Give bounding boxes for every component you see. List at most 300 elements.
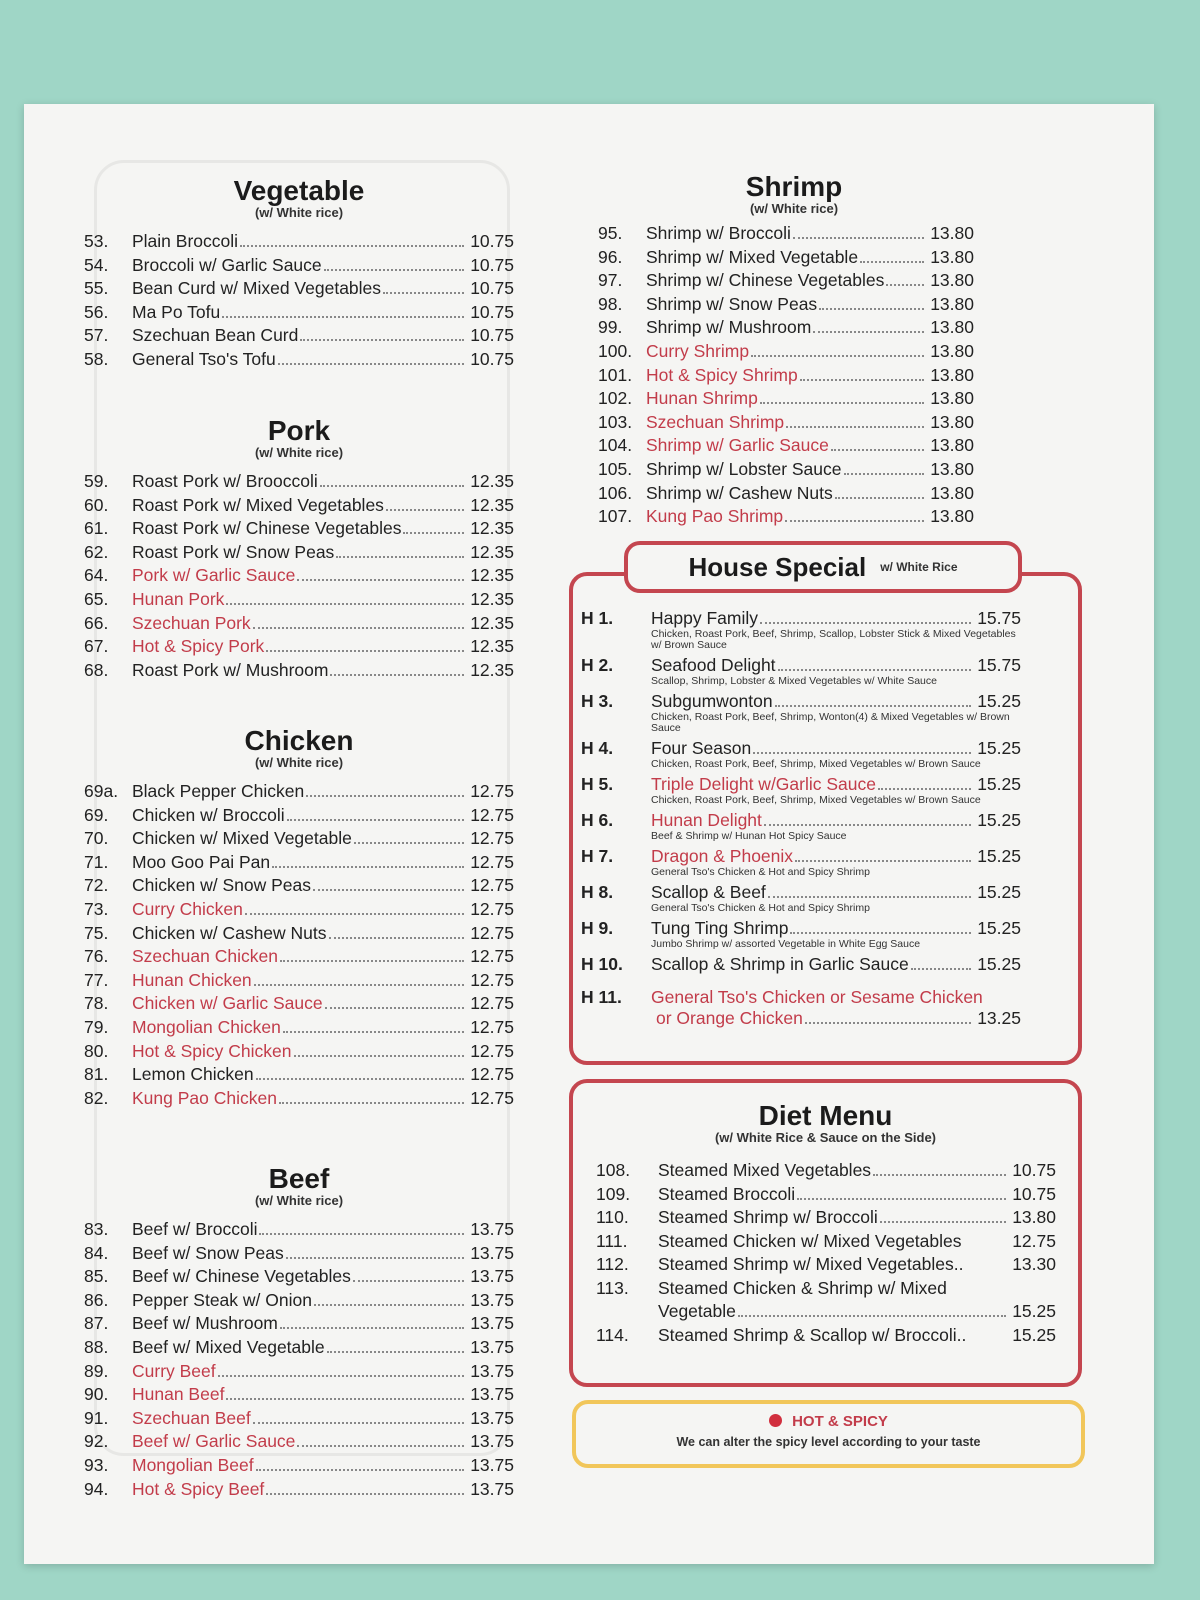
diet-item-price: 13.30 xyxy=(1012,1254,1056,1274)
menu-item xyxy=(84,969,514,993)
house-item-price: 15.25 xyxy=(977,918,1021,938)
menu-item-number: 83. xyxy=(84,1219,109,1239)
house-item-price: 15.25 xyxy=(977,954,1021,974)
diet-item-113 xyxy=(596,1277,1056,1301)
leader-dots xyxy=(403,532,464,534)
menu-item xyxy=(84,301,514,325)
beef-section xyxy=(84,1164,514,1501)
house-item-num: H 9. xyxy=(581,918,614,938)
leader-dots xyxy=(266,650,464,652)
leader-dots xyxy=(253,627,464,629)
menu-item-price: 12.75 xyxy=(470,1087,514,1108)
menu-item-price: 13.80 xyxy=(930,482,974,503)
menu-sheet xyxy=(24,104,1154,1564)
menu-item-name: Hunan Pork xyxy=(132,588,225,609)
menu-item-name: Chicken w/ Garlic Sauce xyxy=(132,993,323,1014)
menu-item-name: Roast Pork w/ Snow Peas xyxy=(132,541,335,562)
menu-item-number: 105. xyxy=(598,458,633,479)
house-item xyxy=(581,882,1021,903)
menu-item-price: 13.75 xyxy=(470,1242,514,1263)
menu-item-number: 79. xyxy=(84,1016,109,1037)
leader-dots xyxy=(324,269,464,271)
menu-item xyxy=(84,517,514,541)
menu-item xyxy=(84,922,514,946)
menu-item-price: 12.35 xyxy=(470,636,514,657)
leader-dots xyxy=(831,449,924,451)
diet-item-price: 15.25 xyxy=(1012,1301,1056,1321)
menu-item-price: 12.35 xyxy=(470,612,514,633)
menu-item-number: 97. xyxy=(598,270,623,291)
diet-item-113-cont xyxy=(596,1300,1056,1324)
house-item-description: Chicken, Roast Pork, Beef, Shrimp, Mixed Vegetables w/ Brown Sauce xyxy=(651,758,981,770)
leader-dots xyxy=(383,292,464,294)
menu-item-price: 12.35 xyxy=(470,588,514,609)
menu-item-price: 13.80 xyxy=(930,388,974,409)
menu-item-price: 13.75 xyxy=(470,1431,514,1452)
diet-item-num: 114. xyxy=(596,1324,629,1345)
house-item-price: 15.25 xyxy=(977,738,1021,758)
menu-item xyxy=(84,588,514,612)
menu-item-price: 13.75 xyxy=(470,1384,514,1405)
leader-dots xyxy=(797,1198,1006,1200)
menu-item-price: 12.35 xyxy=(470,541,514,562)
menu-item-name: Kung Pao Shrimp xyxy=(646,506,784,527)
house-item-price: 13.25 xyxy=(977,1008,1021,1028)
menu-item xyxy=(84,1430,514,1454)
vegetable-section xyxy=(84,176,514,372)
menu-item-name: Moo Goo Pai Pan xyxy=(132,851,271,872)
menu-item-number: 59. xyxy=(84,471,109,491)
leader-dots xyxy=(329,937,464,939)
menu-item-number: 56. xyxy=(84,301,109,322)
menu-item-name: Ma Po Tofu xyxy=(132,301,221,322)
house-item-description: General Tso's Chicken & Hot and Spicy Shrimp xyxy=(651,866,870,878)
menu-item xyxy=(84,1478,514,1502)
leader-dots xyxy=(738,1315,1006,1317)
house-item-name: Scallop & Shrimp in Garlic Sauce xyxy=(651,954,909,974)
menu-item-number: 96. xyxy=(598,246,623,267)
menu-item-name: Chicken w/ Cashew Nuts xyxy=(132,922,327,943)
menu-item-name: Roast Pork w/ Chinese Vegetables xyxy=(132,518,402,539)
menu-item xyxy=(84,804,514,828)
leader-dots xyxy=(256,1078,464,1080)
menu-item xyxy=(84,1218,514,1242)
menu-item-name: Curry Shrimp xyxy=(646,340,750,361)
diet-item-114 xyxy=(596,1324,1056,1348)
menu-item-number: 101. xyxy=(598,364,633,385)
menu-item-name: Hot & Spicy Pork xyxy=(132,636,265,657)
menu-item-number: 53. xyxy=(84,231,109,251)
menu-item-name: Beef w/ Mushroom xyxy=(132,1313,278,1334)
menu-item-number: 73. xyxy=(84,898,109,919)
menu-item-name: Kung Pao Chicken xyxy=(132,1087,277,1108)
menu-item-price: 12.75 xyxy=(470,781,514,801)
house-item-price: 15.25 xyxy=(977,846,1021,866)
menu-item xyxy=(84,612,514,636)
diet-list xyxy=(596,1159,1056,1347)
shrimp-title: Shrimp xyxy=(745,171,843,202)
leader-dots xyxy=(878,788,971,790)
house-item-name: Triple Delight w/Garlic Sauce xyxy=(651,774,876,794)
menu-item-number: 85. xyxy=(84,1266,109,1287)
leader-dots xyxy=(386,509,464,511)
house-item-num: H 1. xyxy=(581,608,614,628)
menu-item xyxy=(84,1016,514,1040)
menu-item-number: 60. xyxy=(84,494,109,515)
menu-item-price: 12.75 xyxy=(470,828,514,849)
menu-item-price: 12.35 xyxy=(470,494,514,515)
menu-item-number: 81. xyxy=(84,1064,109,1085)
house-item-description: Jumbo Shrimp w/ assorted Vegetable in White Egg Sauce xyxy=(651,938,921,950)
house-item-price: 15.25 xyxy=(977,774,1021,794)
menu-item xyxy=(84,1312,514,1336)
menu-item-number: 86. xyxy=(84,1289,109,1310)
leader-dots xyxy=(778,669,971,671)
house-special-subtitle: w/ White Rice xyxy=(880,560,958,574)
house-item-num: H 11. xyxy=(581,987,622,1007)
menu-item-name: Shrimp w/ Snow Peas xyxy=(646,293,818,314)
menu-item-name: Szechuan Pork xyxy=(132,612,251,633)
menu-item-price: 12.75 xyxy=(470,946,514,967)
menu-item xyxy=(84,1242,514,1266)
diet-item xyxy=(596,1159,1056,1183)
menu-item-name: Black Pepper Chicken xyxy=(132,781,305,801)
menu-item-number: 95. xyxy=(598,223,623,243)
house-item-name: Happy Family xyxy=(651,608,758,628)
leader-dots xyxy=(245,913,464,915)
leader-dots xyxy=(860,261,924,263)
menu-item-name: Szechuan Shrimp xyxy=(646,411,785,432)
leader-dots xyxy=(279,1102,464,1104)
menu-item-number: 72. xyxy=(84,875,109,896)
house-item-num: H 8. xyxy=(581,882,614,902)
menu-item-name: Hunan Chicken xyxy=(132,969,252,990)
leader-dots xyxy=(259,1233,464,1235)
leader-dots xyxy=(764,824,971,826)
menu-item xyxy=(84,541,514,565)
beef-subtitle: (w/ White rice) xyxy=(254,1193,344,1208)
house-item-num: H 3. xyxy=(581,691,614,711)
diet-subtitle: (w/ White Rice & Sauce on the Side) xyxy=(714,1130,937,1145)
menu-item-price: 13.80 xyxy=(930,364,974,385)
leader-dots xyxy=(313,889,464,891)
menu-item-name: General Tso's Tofu xyxy=(132,348,276,369)
leader-dots xyxy=(880,1221,1006,1223)
diet-item-name: Steamed Broccoli xyxy=(658,1183,796,1204)
house-item-price: 15.25 xyxy=(977,882,1021,902)
menu-item-price: 13.75 xyxy=(470,1360,514,1381)
menu-item-name: Curry Beef xyxy=(132,1360,216,1381)
menu-item xyxy=(84,277,514,301)
diet-item-name: Steamed Shrimp & Scallop w/ Broccoli.. xyxy=(658,1324,967,1345)
menu-item-number: 76. xyxy=(84,946,109,967)
house-item-num: H 2. xyxy=(581,655,614,675)
menu-item-name: Roast Pork w/ Brooccoli xyxy=(132,471,318,491)
menu-item xyxy=(598,293,974,317)
menu-item-number: 94. xyxy=(84,1478,109,1499)
menu-item-name: Broccoli w/ Garlic Sauce xyxy=(132,254,322,275)
menu-item-price: 12.75 xyxy=(470,1016,514,1037)
menu-item xyxy=(84,1040,514,1064)
leader-dots xyxy=(795,860,971,862)
menu-item-number: 104. xyxy=(598,435,633,456)
menu-item-price: 12.75 xyxy=(470,898,514,919)
menu-item xyxy=(84,874,514,898)
menu-item-name: Beef w/ Chinese Vegetables xyxy=(132,1266,351,1287)
leader-dots xyxy=(835,497,924,499)
menu-item-number: 80. xyxy=(84,1040,109,1061)
menu-item-number: 71. xyxy=(84,851,109,872)
menu-item-price: 13.75 xyxy=(470,1219,514,1239)
menu-item-number: 92. xyxy=(84,1431,109,1452)
menu-item-name: Hot & Spicy Shrimp xyxy=(646,364,798,385)
leader-dots xyxy=(278,363,464,365)
menu-item-price: 13.80 xyxy=(930,317,974,338)
menu-item-number: 77. xyxy=(84,969,109,990)
house-item xyxy=(581,691,1021,712)
leader-dots xyxy=(272,866,464,868)
house-item-num: H 4. xyxy=(581,738,614,758)
menu-item-number: 66. xyxy=(84,612,109,633)
leader-dots xyxy=(336,556,464,558)
menu-item-name: Shrimp w/ Cashew Nuts xyxy=(646,482,833,503)
menu-item-price: 13.75 xyxy=(470,1289,514,1310)
house-item xyxy=(581,810,1021,831)
menu-item-price: 13.80 xyxy=(930,506,974,527)
diet-item xyxy=(596,1183,1056,1207)
leader-dots xyxy=(266,1493,464,1495)
house-special-title: House Special xyxy=(688,551,867,582)
leader-dots xyxy=(286,1257,464,1259)
vegetable-list xyxy=(84,230,514,372)
menu-item-number: 58. xyxy=(84,348,109,369)
menu-item-number: 89. xyxy=(84,1360,109,1381)
leader-dots xyxy=(790,932,971,934)
leader-dots xyxy=(320,485,464,487)
house-item-price: 15.25 xyxy=(977,810,1021,830)
house-item-description: Beef & Shrimp w/ Hunan Hot Spicy Sauce xyxy=(651,830,847,842)
hot-spicy-label: HOT & SPICY xyxy=(792,1413,888,1430)
house-item-name-cont: or Orange Chicken xyxy=(656,1008,803,1028)
shrimp-section xyxy=(594,172,974,529)
diet-item-num: 108. xyxy=(596,1160,631,1180)
leader-dots xyxy=(813,331,924,333)
pork-title: Pork xyxy=(267,415,331,446)
menu-item-number: 93. xyxy=(84,1454,109,1475)
diet-item-price: 10.75 xyxy=(1012,1160,1056,1180)
menu-item xyxy=(84,780,514,804)
red-dot-icon xyxy=(769,1414,782,1427)
menu-item-number: 57. xyxy=(84,325,109,346)
menu-item-price: 13.80 xyxy=(930,270,974,291)
house-item-name: Tung Ting Shrimp xyxy=(651,918,789,938)
vegetable-subtitle: (w/ White rice) xyxy=(254,205,344,220)
menu-item xyxy=(598,340,974,364)
leader-dots xyxy=(314,1304,464,1306)
menu-item xyxy=(84,494,514,518)
menu-item xyxy=(84,1454,514,1478)
menu-item-price: 12.75 xyxy=(470,804,514,825)
menu-item xyxy=(84,348,514,372)
menu-item-number: 67. xyxy=(84,636,109,657)
diet-item-price: 12.75 xyxy=(1012,1230,1056,1251)
leader-dots xyxy=(287,819,464,821)
menu-item-name: Hunan Shrimp xyxy=(646,388,758,409)
menu-item-name: Pork w/ Garlic Sauce xyxy=(132,565,296,586)
house-item-num: H 7. xyxy=(581,846,614,866)
menu-item-name: Plain Broccoli xyxy=(132,231,239,251)
menu-item-name: Szechuan Bean Curd xyxy=(132,325,299,346)
diet-item-price: 15.25 xyxy=(1012,1324,1056,1345)
leader-dots xyxy=(294,1055,464,1057)
menu-item-price: 13.75 xyxy=(470,1313,514,1334)
menu-item-name: Chicken w/ Mixed Vegetable xyxy=(132,828,352,849)
house-item xyxy=(581,918,1021,939)
menu-item xyxy=(598,316,974,340)
leader-dots xyxy=(354,842,464,844)
leader-dots xyxy=(280,960,464,962)
menu-item-name: Shrimp w/ Chinese Vegetables xyxy=(646,270,885,291)
leader-dots xyxy=(760,622,971,624)
house-item-name: Dragon & Phoenix xyxy=(651,846,794,866)
chicken-section xyxy=(84,726,514,1110)
house-item-description: Chicken, Roast Pork, Beef, Shrimp, Wonton(4) & Mixed Vegetables w/ Brown Sauce xyxy=(651,711,1010,734)
house-item-num: H 5. xyxy=(581,774,614,794)
leader-dots xyxy=(775,705,971,707)
menu-item-name: Lemon Chicken xyxy=(132,1064,254,1085)
house-item xyxy=(581,846,1021,867)
menu-item-price: 13.75 xyxy=(470,1266,514,1287)
diet-item-name: Steamed Chicken w/ Mixed Vegetables xyxy=(658,1230,962,1251)
hot-spicy-legend xyxy=(576,1413,1081,1430)
leader-dots xyxy=(786,426,924,428)
house-special-header xyxy=(624,541,1022,593)
diet-item-price: 10.75 xyxy=(1012,1183,1056,1204)
leader-dots xyxy=(793,237,924,239)
leader-dots xyxy=(253,1422,464,1424)
menu-item xyxy=(84,470,514,494)
menu-item-number: 68. xyxy=(84,659,109,680)
menu-item-name: Beef w/ Broccoli xyxy=(132,1219,258,1239)
house-item-num: H 10. xyxy=(581,954,623,974)
menu-item-price: 10.75 xyxy=(470,254,514,275)
leader-dots xyxy=(240,245,464,247)
menu-item-price: 13.80 xyxy=(930,340,974,361)
menu-item xyxy=(598,505,974,529)
menu-item-price: 12.35 xyxy=(470,471,514,491)
menu-item-price: 12.75 xyxy=(470,922,514,943)
diet-item-num: 111. xyxy=(596,1230,628,1251)
menu-item xyxy=(84,898,514,922)
menu-item-name: Mongolian Beef xyxy=(132,1454,254,1475)
menu-item-price: 12.75 xyxy=(470,851,514,872)
menu-item-price: 10.75 xyxy=(470,325,514,346)
leader-dots xyxy=(805,1022,971,1024)
chicken-title: Chicken xyxy=(244,725,354,756)
house-item xyxy=(581,774,1021,795)
menu-item-number: 87. xyxy=(84,1313,109,1334)
beef-title: Beef xyxy=(268,1163,330,1194)
menu-item-name: Mongolian Chicken xyxy=(132,1016,281,1037)
leader-dots xyxy=(226,603,464,605)
menu-item-price: 12.75 xyxy=(470,875,514,896)
menu-item-name: Beef w/ Garlic Sauce xyxy=(132,1431,296,1452)
hot-spicy-box xyxy=(572,1400,1085,1468)
menu-item-name: Beef w/ Mixed Vegetable xyxy=(132,1336,325,1357)
house-item-description: Chicken, Roast Pork, Beef, Shrimp, Mixed Vegetables w/ Brown Sauce xyxy=(651,794,981,806)
diet-item-num: 113. xyxy=(596,1277,629,1298)
diet-item-num: 109. xyxy=(596,1183,631,1204)
leader-dots xyxy=(844,473,924,475)
beef-list xyxy=(84,1218,514,1501)
house-item-h11-cont xyxy=(581,1008,1021,1029)
menu-item-number: 90. xyxy=(84,1384,109,1405)
menu-item xyxy=(84,992,514,1016)
menu-item-name: Szechuan Beef xyxy=(132,1407,251,1428)
menu-item-number: 61. xyxy=(84,518,109,539)
house-item-name: Scallop & Beef xyxy=(651,882,766,902)
menu-item-number: 100. xyxy=(598,340,633,361)
menu-item xyxy=(598,222,974,246)
menu-item-price: 13.75 xyxy=(470,1478,514,1499)
leader-dots xyxy=(327,1351,464,1353)
diet-item-num: 112. xyxy=(596,1254,629,1274)
diet-title: Diet Menu xyxy=(758,1100,893,1131)
menu-item-name: Shrimp w/ Mushroom xyxy=(646,317,812,338)
menu-item-number: 88. xyxy=(84,1336,109,1357)
leader-dots xyxy=(819,308,924,310)
menu-item xyxy=(84,1087,514,1111)
house-item xyxy=(581,954,1021,975)
house-item-description: Scallop, Shrimp, Lobster & Mixed Vegetables w/ White Sauce xyxy=(651,675,937,687)
pork-subtitle: (w/ White rice) xyxy=(254,445,344,460)
menu-item xyxy=(84,1289,514,1313)
leader-dots xyxy=(753,752,971,754)
menu-item-price: 13.80 xyxy=(930,411,974,432)
menu-item-price: 13.80 xyxy=(930,246,974,267)
menu-item xyxy=(84,827,514,851)
leader-dots xyxy=(760,402,924,404)
house-item-name: Hunan Delight xyxy=(651,810,762,830)
menu-item-number: 64. xyxy=(84,565,109,586)
menu-item-number: 78. xyxy=(84,993,109,1014)
leader-dots xyxy=(325,1007,464,1009)
leader-dots xyxy=(256,1469,464,1471)
menu-item xyxy=(84,1336,514,1360)
menu-item-price: 10.75 xyxy=(470,231,514,251)
menu-item-price: 10.75 xyxy=(470,301,514,322)
hot-spicy-note: We can alter the spicy level according to your taste xyxy=(676,1435,981,1449)
menu-item-price: 12.35 xyxy=(470,565,514,586)
menu-item-name: Beef w/ Snow Peas xyxy=(132,1242,284,1263)
menu-item xyxy=(598,269,974,293)
menu-item-price: 13.75 xyxy=(470,1407,514,1428)
menu-item-price: 10.75 xyxy=(470,348,514,369)
menu-item-name: Shrimp w/ Broccoli xyxy=(646,223,791,243)
menu-item xyxy=(598,482,974,506)
menu-item-name: Roast Pork w/ Mixed Vegetables xyxy=(132,494,384,515)
diet-item-name: Steamed Mixed Vegetables xyxy=(658,1160,872,1180)
house-item-name: Four Season xyxy=(651,738,752,758)
menu-item-name: Bean Curd w/ Mixed Vegetables xyxy=(132,278,382,299)
menu-item-number: 91. xyxy=(84,1407,109,1428)
leader-dots xyxy=(785,520,924,522)
house-item-price: 15.75 xyxy=(977,608,1021,628)
menu-item-price: 10.75 xyxy=(470,278,514,299)
leader-dots xyxy=(768,896,971,898)
menu-item-price: 12.75 xyxy=(470,1064,514,1085)
leader-dots xyxy=(218,1375,464,1377)
